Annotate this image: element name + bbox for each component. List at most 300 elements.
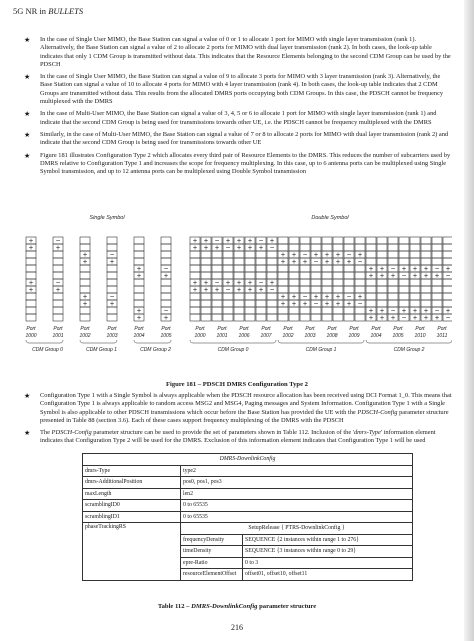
resource-element-cell [256, 251, 266, 258]
resource-element-cell [223, 307, 233, 314]
dmrs-sign-symbol: + [269, 279, 275, 287]
bullet-text: The [40, 429, 52, 437]
resource-element-cell [234, 300, 244, 307]
resource-element-cell [267, 265, 277, 272]
dmrs-sign-symbol: + [258, 286, 264, 294]
resource-element-cell [245, 251, 255, 258]
port-number-label: 1007 [260, 333, 272, 339]
dmrs-sign-symbol: + [291, 258, 297, 266]
table-row [83, 477, 413, 489]
dmrs-sign-symbol: + [423, 307, 429, 315]
dmrs-sign-symbol: + [82, 300, 88, 308]
dmrs-sign-symbol: + [109, 300, 115, 308]
resource-element-cell [267, 300, 277, 307]
dmrs-sign-symbol: − [390, 307, 396, 315]
resource-element-cell [355, 272, 365, 279]
resource-element-cell [388, 258, 398, 265]
resource-element-cell [443, 251, 452, 258]
dmrs-sign-symbol: + [335, 300, 341, 308]
dmrs-sign-symbol: − [225, 244, 231, 252]
dmrs-sign-symbol: + [280, 258, 286, 266]
dmrs-sign-symbol: + [192, 279, 198, 287]
bullet-text: In the case of Single User MIMO, the Base Station can signal a value of 9 to allocate 3 ports for MIMO with 3 layer transmission (rank 3). Alternatively, the Base Station can signal a value of 10 to allocate 4 ports for MIMO with 4 layer transmission (rank 4). In both cases, the look-up table indicates that 2 CDM Groups are transmitted without data. This results from the allocated DMRS ports occupying both CDM Groups. In this case, the PDSCH cannot be frequency multiplexed with the DMRS [40, 73, 444, 106]
dmrs-sign-symbol: + [247, 237, 253, 245]
resource-element-cell [256, 314, 266, 321]
dmrs-sign-symbol: − [346, 251, 352, 259]
resource-element-cell [107, 307, 117, 314]
resource-element-cell [443, 293, 452, 300]
dmrs-sign-symbol: + [55, 286, 61, 294]
dmrs-sign-symbol: + [236, 279, 242, 287]
resource-element-cell [107, 286, 117, 293]
resource-element-cell [278, 265, 288, 272]
port-number-label: 1003 [304, 333, 316, 339]
dmrs-sign-symbol: + [163, 272, 169, 280]
dmrs-sign-symbol: − [401, 314, 407, 322]
dmrs-sign-symbol: + [379, 314, 385, 322]
dmrs-sign-symbol: + [434, 314, 440, 322]
resource-element-cell [107, 272, 117, 279]
resource-element-cell [201, 251, 211, 258]
resource-element-cell [267, 293, 277, 300]
dmrs-sign-symbol: + [434, 272, 440, 280]
resource-element-cell [443, 279, 452, 286]
dmrs-sign-symbol: + [280, 251, 286, 259]
sub-param-value: SEQUENCE {2 instances within range 1 to 276} [243, 534, 413, 546]
port-word-label: Port [437, 326, 447, 332]
cdm-group-label: CDM Group 1 [305, 347, 337, 353]
running-header [13, 6, 83, 16]
resource-element-cell [344, 272, 354, 279]
resource-element-cell [134, 258, 144, 265]
dmrs-sign-symbol: + [324, 258, 330, 266]
resource-element-cell [344, 265, 354, 272]
resource-element-cell [80, 314, 90, 321]
resource-element-cell [26, 272, 36, 279]
resource-element-cell [201, 314, 211, 321]
resource-element-cell [256, 258, 266, 265]
port-number-label: 1002 [282, 333, 294, 339]
cdm-group-brace [278, 340, 364, 343]
resource-element-cell [355, 279, 365, 286]
param-name: dmrs-AdditionalPosition [83, 477, 181, 489]
sub-param-name: frequencyDensity [181, 534, 243, 546]
dmrs-sign-symbol: + [368, 307, 374, 315]
bullet-star-icon: ★ [24, 73, 31, 82]
dmrs-sign-symbol: + [214, 286, 220, 294]
bullet-text: parameter structure can be used to provide the set of parameters shown in Table 112. Inclusion of the ' [91, 429, 354, 437]
dmrs-sign-symbol: + [28, 237, 34, 245]
bullet-text: In the case of Single User MIMO, the Base Station can signal a value of 0 or 1 to allocate 1 port for MIMO with single layer transmission (rank 1). Alternatively, the Base Station can signal a value of 2 to allocate 2 ports for MIMO with dual layer transmission (rank 2). In both cases, the look-up table indicates that only 1 CDM Group is transmitted without data. This indicates that the Resource Elements belonging to the second CDM Group can be used by the PDSCH [40, 36, 451, 68]
port-word-label: Port [283, 326, 293, 332]
table-row [83, 511, 413, 523]
resource-element-cell [410, 279, 420, 286]
resource-element-cell [311, 307, 321, 314]
resource-element-cell [212, 300, 222, 307]
resource-element-cell [344, 314, 354, 321]
resource-element-cell [245, 265, 255, 272]
resource-element-cell [161, 237, 171, 244]
table-title: DMRS-DownlinkConfig [83, 454, 413, 466]
resource-element-cell [410, 237, 420, 244]
dmrs-sign-symbol: + [225, 279, 231, 287]
resource-element-cell [161, 293, 171, 300]
resource-element-cell [80, 279, 90, 286]
param-name: phaseTrackingRS [83, 523, 181, 581]
resource-element-cell [355, 237, 365, 244]
param-value: type2 [181, 465, 413, 477]
resource-element-cell [432, 300, 442, 307]
bullet-item [24, 429, 452, 446]
dmrs-sign-symbol: + [379, 307, 385, 315]
resource-element-cell [399, 258, 409, 265]
resource-element-cell [399, 300, 409, 307]
dmrs-sign-symbol: + [203, 244, 209, 252]
resource-element-cell [421, 279, 431, 286]
dmrs-sign-symbol: + [192, 286, 198, 294]
resource-element-cell [366, 279, 376, 286]
resource-element-cell [289, 286, 299, 293]
dmrs-sign-symbol: + [445, 307, 451, 315]
single-symbol-label: Single Symbol [89, 215, 125, 221]
resource-element-cell [107, 279, 117, 286]
table-title-row [83, 454, 413, 466]
resource-element-cell [134, 244, 144, 251]
resource-element-cell [53, 293, 63, 300]
resource-element-cell [234, 293, 244, 300]
bullet-text-italic: PDSCH-Config [357, 408, 398, 416]
port-word-label: Port [195, 326, 205, 332]
resource-element-cell [388, 251, 398, 258]
resource-element-cell [410, 244, 420, 251]
resource-element-cell [432, 286, 442, 293]
port-number-label: 1004 [133, 333, 145, 339]
resource-element-cell [278, 279, 288, 286]
resource-element-cell [344, 286, 354, 293]
dmrs-sign-symbol: + [346, 300, 352, 308]
resource-element-cell [212, 258, 222, 265]
cdm-group-label: CDM Group 2 [140, 347, 171, 353]
dmrs-sign-symbol: − [313, 258, 319, 266]
resource-element-cell [80, 244, 90, 251]
resource-element-cell [355, 265, 365, 272]
port-word-label: Port [80, 326, 90, 332]
resource-element-cell [399, 237, 409, 244]
resource-element-cell [366, 293, 376, 300]
dmrs-sign-symbol: + [335, 258, 341, 266]
dmrs-sign-symbol: − [445, 272, 451, 280]
dmrs-sign-symbol: + [192, 237, 198, 245]
resource-element-cell [256, 307, 266, 314]
page-edge-shadow [464, 0, 474, 641]
sub-param-name: epre-Ratio [181, 557, 243, 569]
dmrs-sign-symbol: − [269, 286, 275, 294]
port-word-label: Port [371, 326, 381, 332]
resource-element-cell [161, 244, 171, 251]
resource-element-cell [421, 300, 431, 307]
dmrs-sign-symbol: + [136, 265, 142, 273]
resource-element-cell [53, 251, 63, 258]
resource-element-cell [322, 286, 332, 293]
dmrs-sign-symbol: − [357, 258, 363, 266]
dmrs-sign-symbol: − [225, 286, 231, 294]
resource-element-cell [190, 314, 200, 321]
bullet-star-icon: ★ [24, 392, 31, 400]
resource-element-cell [80, 265, 90, 272]
dmrs-sign-symbol: + [258, 244, 264, 252]
resource-element-cell [289, 307, 299, 314]
resource-element-cell [311, 272, 321, 279]
resource-element-cell [366, 300, 376, 307]
param-name: dmrs-Type [83, 465, 181, 477]
bullet-text: parameter structure presented in Table 88 (section 3.6). Each of these cases support frequency multiplexing of the DMRS with the PDSCH [40, 408, 449, 424]
resource-element-cell [267, 314, 277, 321]
cdm-group-brace [26, 340, 63, 343]
resource-element-cell [366, 244, 376, 251]
resource-element-cell [399, 251, 409, 258]
param-value: 0 to 65535 [181, 500, 413, 512]
resource-element-cell [223, 300, 233, 307]
resource-element-cell [311, 279, 321, 286]
resource-element-cell [161, 300, 171, 307]
resource-element-cell [134, 286, 144, 293]
dmrs-sign-symbol: + [379, 265, 385, 273]
dmrs-sign-symbol: + [324, 300, 330, 308]
dmrs-sign-symbol: + [82, 258, 88, 266]
resource-element-cell [26, 314, 36, 321]
resource-element-cell [377, 286, 387, 293]
resource-element-cell [107, 244, 117, 251]
resource-element-cell [322, 244, 332, 251]
bullet-star-icon: ★ [24, 151, 31, 160]
dmrs-sign-symbol: − [163, 265, 169, 273]
bullet-item [24, 110, 452, 127]
resource-element-cell [245, 307, 255, 314]
port-word-label: Port [239, 326, 249, 332]
resource-element-cell [190, 307, 200, 314]
dmrs-sign-symbol: + [401, 265, 407, 273]
resource-element-cell [399, 293, 409, 300]
dmrs-sign-symbol: + [291, 300, 297, 308]
resource-element-cell [300, 244, 310, 251]
dmrs-downlink-config-table [82, 453, 413, 581]
table-caption-prefix: Table 112 – [157, 603, 192, 610]
resource-element-cell [366, 286, 376, 293]
resource-element-cell [289, 237, 299, 244]
figure-caption: Figure 181 – PDSCH DMRS Configuration Type 2 [166, 381, 308, 388]
bullet-item [24, 36, 452, 69]
resource-element-cell [410, 293, 420, 300]
cdm-group-label: CDM Group 0 [217, 347, 249, 353]
dmrs-sign-symbol: + [28, 244, 34, 252]
resource-element-cell [267, 258, 277, 265]
resource-element-cell [432, 244, 442, 251]
port-number-label: 1005 [160, 333, 172, 339]
resource-element-cell [107, 314, 117, 321]
resource-element-cell [355, 307, 365, 314]
resource-element-cell [212, 307, 222, 314]
dmrs-sign-symbol: − [214, 237, 220, 245]
resource-element-cell [311, 314, 321, 321]
dmrs-sign-symbol: − [302, 293, 308, 301]
resource-element-cell [278, 272, 288, 279]
resource-element-cell [212, 251, 222, 258]
resource-element-cell [134, 251, 144, 258]
resource-element-cell [161, 251, 171, 258]
dmrs-sign-symbol: − [390, 265, 396, 273]
param-name: scramblingID0 [83, 500, 181, 512]
table-caption-suffix: parameter structure [257, 603, 317, 610]
resource-element-cell [333, 272, 343, 279]
dmrs-sign-symbol: + [136, 307, 142, 315]
resource-element-cell [377, 300, 387, 307]
resource-element-cell [311, 244, 321, 251]
dmrs-sign-symbol: − [163, 307, 169, 315]
bullet-text: Figure 181 illustrates Configuration Type 2 which allocates every third pair of Resource Elements to the DMRS. This reduces the number of subcarriers used by DMRS relative to Configuration Type 1 and increases the scope for frequency multiplexing. In this case, up to 6 antenna ports can be multiplexed using Single Symbol transmission, and up to 12 antenna ports can be multiplexed using Double Symbol transmission [40, 151, 451, 176]
dmrs-sign-symbol: + [82, 293, 88, 301]
resource-element-cell [26, 307, 36, 314]
resource-element-cell [278, 307, 288, 314]
dmrs-sign-symbol: + [412, 314, 418, 322]
resource-element-cell [322, 265, 332, 272]
resource-element-cell [333, 279, 343, 286]
sub-param-name: resourceElementOffset [181, 569, 243, 581]
resource-element-cell [388, 237, 398, 244]
resource-element-cell [377, 258, 387, 265]
dmrs-sign-symbol: + [247, 279, 253, 287]
resource-element-cell [399, 286, 409, 293]
resource-element-cell [53, 265, 63, 272]
dmrs-sign-symbol: − [434, 307, 440, 315]
resource-element-cell [223, 258, 233, 265]
resource-element-cell [278, 244, 288, 251]
resource-element-cell [256, 265, 266, 272]
port-word-label: Port [415, 326, 425, 332]
bullet-star-icon: ★ [24, 429, 31, 438]
dmrs-sign-symbol: + [302, 300, 308, 308]
dmrs-sign-symbol: − [258, 237, 264, 245]
resource-element-cell [190, 251, 200, 258]
resource-element-cell [377, 244, 387, 251]
port-number-label: 1010 [414, 333, 426, 339]
bullet-item [24, 392, 452, 425]
dmrs-sign-symbol: + [357, 251, 363, 259]
dmrs-sign-symbol: + [335, 251, 341, 259]
resource-element-cell [278, 237, 288, 244]
dmrs-sign-symbol: + [203, 279, 209, 287]
resource-element-cell [190, 293, 200, 300]
resource-element-cell [366, 258, 376, 265]
table-row [83, 523, 413, 535]
bullet-item [24, 73, 452, 106]
cdm-group-brace [80, 340, 117, 343]
port-number-label: 1009 [348, 333, 360, 339]
table-caption-name: DMRS-DownlinkConfig [191, 603, 258, 610]
double-symbol-label: Double Symbol [311, 215, 349, 221]
dmrs-sign-symbol: + [109, 258, 115, 266]
dmrs-sign-symbol: + [302, 258, 308, 266]
dmrs-sign-symbol: − [302, 251, 308, 259]
dmrs-sign-symbol: − [401, 272, 407, 280]
resource-element-cell [256, 293, 266, 300]
resource-element-cell [245, 272, 255, 279]
resource-element-cell [399, 279, 409, 286]
bullet-item [24, 152, 452, 177]
dmrs-sign-symbol: + [445, 265, 451, 273]
resource-element-cell [190, 272, 200, 279]
resource-element-cell [107, 265, 117, 272]
dmrs-sign-symbol: − [55, 237, 61, 245]
dmrs-sign-symbol: + [192, 244, 198, 252]
resource-element-cell [322, 279, 332, 286]
resource-element-cell [432, 279, 442, 286]
resource-element-cell [245, 314, 255, 321]
resource-element-cell [421, 258, 431, 265]
resource-element-cell [190, 265, 200, 272]
resource-element-cell [53, 258, 63, 265]
port-number-label: 1000 [194, 333, 206, 339]
dmrs-sign-symbol: + [163, 314, 169, 322]
resource-element-cell [421, 286, 431, 293]
table-row [83, 465, 413, 477]
cdm-group-brace [134, 340, 171, 343]
bullet-list-top [24, 36, 452, 180]
resource-element-cell [432, 258, 442, 265]
resource-element-cell [234, 314, 244, 321]
resource-element-cell [443, 237, 452, 244]
dmrs-sign-symbol: − [434, 265, 440, 273]
resource-element-cell [300, 286, 310, 293]
resource-element-cell [443, 258, 452, 265]
dmrs-sign-symbol: − [109, 293, 115, 301]
resource-element-cell [432, 237, 442, 244]
resource-element-cell [333, 265, 343, 272]
resource-element-cell [388, 244, 398, 251]
resource-element-cell [311, 237, 321, 244]
resource-element-cell [80, 307, 90, 314]
dmrs-sign-symbol: − [357, 300, 363, 308]
resource-element-cell [245, 300, 255, 307]
dmrs-sign-symbol: + [136, 272, 142, 280]
dmrs-sign-symbol: + [136, 314, 142, 322]
bullet-text: Similarly, in the case of Multi-User MIMO, the Base Station can signal a value of 7 or 8 to allocate 2 ports for MIMO with dual layer transmission (rank 2) and indicate that the second CDM Group is being used for transmissions towards other UE [40, 130, 449, 147]
sub-param-value: 0 to 3 [243, 557, 413, 569]
resource-element-cell [212, 272, 222, 279]
resource-element-cell [333, 244, 343, 251]
resource-element-cell [256, 272, 266, 279]
resource-element-cell [26, 251, 36, 258]
resource-element-cell [300, 307, 310, 314]
resource-element-cell [267, 307, 277, 314]
resource-element-cell [245, 258, 255, 265]
resource-element-cell [134, 293, 144, 300]
resource-element-cell [134, 237, 144, 244]
resource-element-cell [322, 314, 332, 321]
resource-element-cell [344, 244, 354, 251]
table-caption [0, 603, 474, 610]
resource-element-cell [80, 237, 90, 244]
resource-element-cell [399, 244, 409, 251]
resource-element-cell [355, 314, 365, 321]
resource-element-cell [366, 251, 376, 258]
resource-element-cell [300, 314, 310, 321]
resource-element-cell [410, 286, 420, 293]
port-word-label: Port [134, 326, 144, 332]
resource-element-cell [410, 251, 420, 258]
port-number-label: 1004 [370, 333, 382, 339]
port-word-label: Port [217, 326, 227, 332]
resource-element-cell [234, 251, 244, 258]
